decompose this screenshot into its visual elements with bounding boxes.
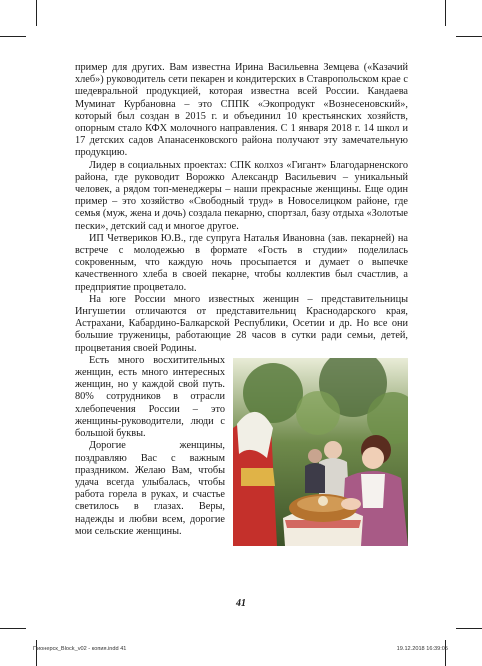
paragraph-5: Есть много восхитительных женщин, есть много интересных женщин, но у каждой свой путь. 80% сотрудников в отрасли хлебопечения России – это женщины-руководители, люди с большой буквы. (75, 354, 225, 440)
crop-mark-top-left (36, 0, 37, 26)
photo (233, 358, 408, 546)
paragraph-1: пример для других. Вам известна Ирина Васильевна Земцева («Казачий хлеб») руководитель сети пекарен и кондитерских в Ставропольском крае с шедевральной продукцией, которая известна всей России. Кандаева Муминат Курбановна – это СППК «Экопродукт «Вознесеновский», который был создан в 2015 г. и объединил 10 крестьянских хозяйств, опорным стало КФХ молочного направления. С 1 января 2018 г. 14 школ и 17 детских садов Апанасенковского района получают эту замечательную продукцию. (75, 62, 408, 159)
crop-mark-bottom-left (36, 640, 37, 666)
print-slug-filename: Пионерск_Block_v02 - копия.indd 41 (33, 646, 127, 652)
photo-illustration (233, 358, 408, 546)
article-body (75, 62, 408, 546)
paragraph-6: Дорогие женщины, поздравляю Вас с важным праздником. Желаю Вам, чтобы удача всегда улыбалась, чтобы работа горела в руках, и счастье светилось в глазах. Веры, надежды и любви всем, дорогие мои сельские женщины. (75, 440, 225, 537)
paragraph-3: ИП Четвериков Ю.В., где супруга Наталья Ивановна (зав. пекарней) на встрече с молодежью в формате «Гость в студии» поделилась сокровенным, что каждую ночь просыпается и думает о выпечке качественного хлеба в своей пекарне, чтобы коллектив был счастлив, а предприятие процветало. (75, 232, 408, 293)
crop-mark-top-right (445, 0, 446, 26)
paragraph-2: Лидер в социальных проектах: СПК колхоз «Гигант» Благодарненского района, где руководит Ворожко Александр Васильевич – уникальный человек, а рядом топ-менеджеры – наши прекрасные женщины. Еще один пример – это хозяйство «Свободный труд» в Новоселицком районе, где семья (муж, жена и дочь) создала пекарню, спортзал, базу отдыха «Золотые пески», детский сад и многое другое. (75, 159, 408, 232)
crop-mark-bottom-right (445, 640, 446, 666)
crop-mark-bottom-right-h (456, 628, 482, 629)
crop-mark-bottom-left-h (0, 628, 26, 629)
paragraph-4: На юге России много известных женщин – представительницы Ингушетии отличаются от представительниц Краснодарского края, Астрахани, Кабардино-Балкарской Республики, Осетии и др. Но все они большие труженицы, работающие 28 часов в сутки ради семьи, детей, процветания своей Родины. (75, 293, 408, 354)
print-slug-timestamp: 19.12.2018 16:39:05 (396, 646, 448, 652)
page-number: 41 (236, 598, 246, 609)
crop-mark-top-right-h (456, 36, 482, 37)
crop-mark-top-left-h (0, 36, 26, 37)
